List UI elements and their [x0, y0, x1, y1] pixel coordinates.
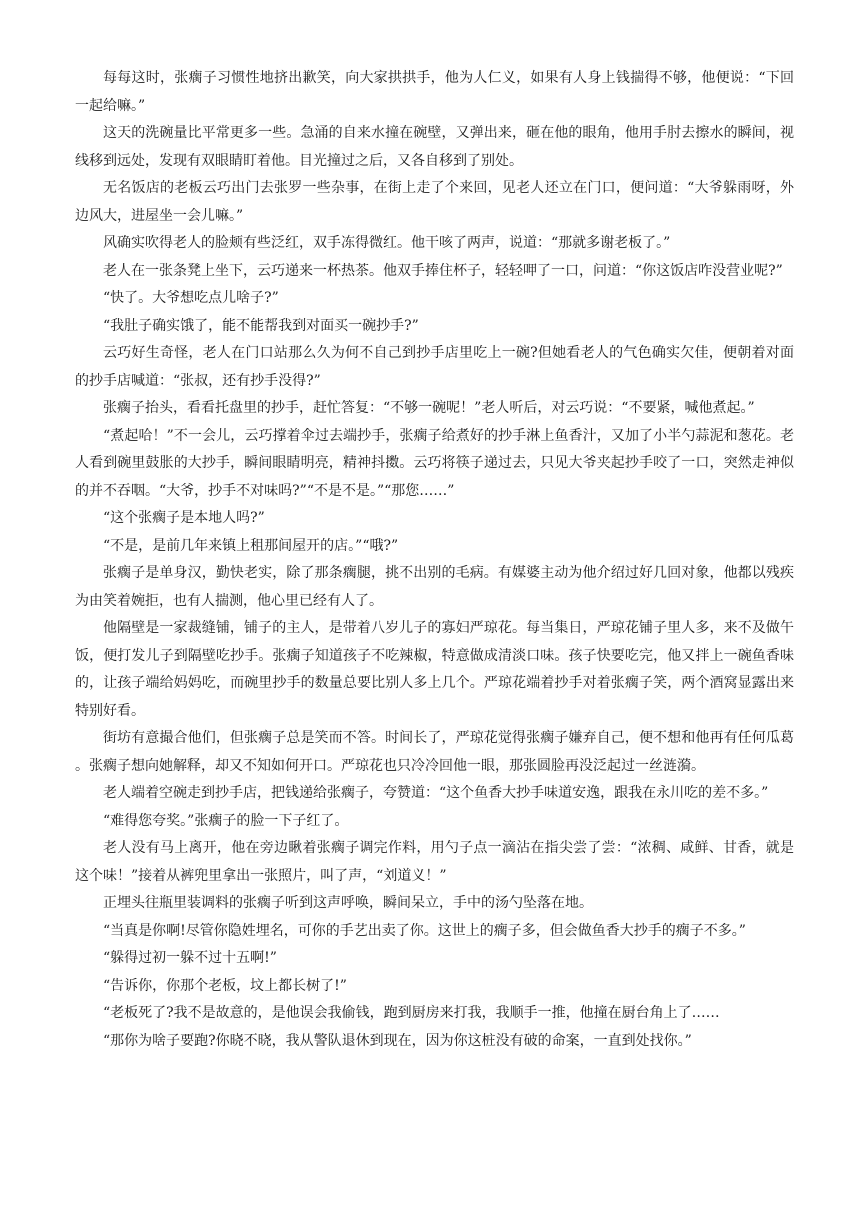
paragraph-4: 风确实吹得老人的脸颊有些泛红，双手冻得微红。他干咳了两声，说道：“那就多谢老板了。” — [103, 235, 671, 251]
paragraph-23: “老板死了?我不是故意的，是他误会我偷钱，跑到厨房来打我，我顺手一推，他撞在厨台角上了…… — [103, 1005, 720, 1021]
paragraph-1: 每每这时，张瘸子习惯性地挤出歉笑，向大家拱拱手，他为人仁义，如果有人身上钱揣得不够，他便说：“下回一起给嘛。” — [75, 70, 794, 114]
paragraph-15: 街坊有意撮合他们，但张瘸子总是笑而不答。时间长了，严琼花觉得张瘸子嫌弃自己，便不想和他再有任何瓜葛。张瘸子想向她解释，却又不知如何开口。严琼花也只冷冷回他一眼，那张圆脸再没泛起过一丝涟漪。 — [75, 730, 794, 774]
paragraph-17: “难得您夸奖。”张瘸子的脸一下子红了。 — [103, 812, 349, 829]
paragraph-3: 无名饭店的老板云巧出门去张罗一些杂事，在街上走了个来回，见老人还立在门口，便问道：“大爷躲雨呀，外边风大，进屋坐一会儿嘛。” — [75, 180, 794, 224]
paragraph-8: 云巧好生奇怪，老人在门口站那么久为何不自己到抄手店里吃上一碗?但她看老人的气色确实欠佳，便朝着对面的抄手店喊道：“张叔，还有抄手没得?” — [75, 345, 794, 389]
paragraph-12: “不是，是前几年来镇上租那间屋开的店。”“哦?” — [103, 537, 399, 554]
paragraph-10: “煮起哈！”不一会儿，云巧撑着伞过去端抄手，张瘸子给煮好的抄手淋上鱼香汁，又加了小半勺蒜泥和葱花。老人看到碗里鼓胀的大抄手，瞬间眼睛明亮，精神抖擞。云巧将筷子递过去，只见大爷夹起抄手咬了一口，突然走神似的并不吞咽。“大爷，抄手不对味吗?”“不是不是。”“那您……” — [75, 427, 794, 499]
paragraph-16: 老人端着空碗走到抄手店，把钱递给张瘸子，夸赞道：“这个鱼香大抄手味道安逸，跟我在永川吃的差不多。” — [103, 785, 769, 801]
paragraph-20: “当真是你啊!尽管你隐姓埋名，可你的手艺出卖了你。这世上的瘸子多，但会做鱼香大抄手的瘸子不多。” — [103, 922, 746, 939]
paragraph-7: “我肚子确实饿了，能不能帮我到对面买一碗抄手?” — [103, 317, 419, 334]
paragraph-24: “那你为啥子要跑?你晓不晓，我从警队退休到现在，因为你这桩没有破的命案，一直到处找你。” — [103, 1032, 692, 1049]
paragraph-22: “告诉你，你那个老板，坟上都长树了!” — [103, 977, 347, 994]
paragraph-2: 这天的洗碗量比平常更多一些。急涌的自来水撞在碗壁，又弹出来，砸在他的眼角，他用手肘去擦水的瞬间，视线移到远处，发现有双眼睛盯着他。目光撞过之后，又各自移到了别处。 — [75, 125, 794, 169]
paragraph-11: “这个张瘸子是本地人吗?” — [103, 510, 265, 526]
paragraph-6: “快了。大爷想吃点儿啥子?” — [103, 290, 279, 306]
paragraph-13: 张瘸子是单身汉，勤快老实，除了那条瘸腿，挑不出别的毛病。有媒婆主动为他介绍过好几回对象，他都以残疾为由笑着婉拒，也有人揣测，他心里已经有人了。 — [75, 565, 794, 609]
paragraph-21: “躲得过初一躲不过十五啊!” — [103, 950, 277, 966]
paragraph-9: 张瘸子抬头，看看托盘里的抄手，赶忙答复：“不够一碗呢！”老人听后，对云巧说：“不要紧，喊他煮起。” — [103, 400, 755, 416]
paragraph-5: 老人在一张条凳上坐下，云巧递来一杯热茶。他双手捧住杯子，轻轻呷了一口，问道：“你这饭店咋没营业呢?” — [103, 262, 783, 279]
paragraph-14: 他隔壁是一家裁缝铺，铺子的主人，是带着八岁儿子的寡妇严琼花。每当集日，严琼花铺子里人多，来不及做午饭，便打发儿子到隔壁吃抄手。张瘸子知道孩子不吃辣椒，特意做成清淡口味。孩子快要吃完，他又拌上一碗鱼香味的，让孩子端给妈妈吃，而碗里抄手的数量总要比别人多上几个。严琼花端着抄手对着张瘸子笑，两个酒窝显露出来特别好看。 — [75, 620, 794, 719]
paragraph-19: 正埋头往瓶里装调料的张瘸子听到这声呼唤，瞬间呆立，手中的汤勺坠落在地。 — [103, 895, 593, 911]
paragraph-18: 老人没有马上离开，他在旁边瞅着张瘸子调完作料，用勺子点一滴沾在指尖尝了尝：“浓稠、咸鲜、甘香，就是这个味！”接着从裤兜里拿出一张照片，叫了声，“刘道义！” — [75, 840, 794, 884]
